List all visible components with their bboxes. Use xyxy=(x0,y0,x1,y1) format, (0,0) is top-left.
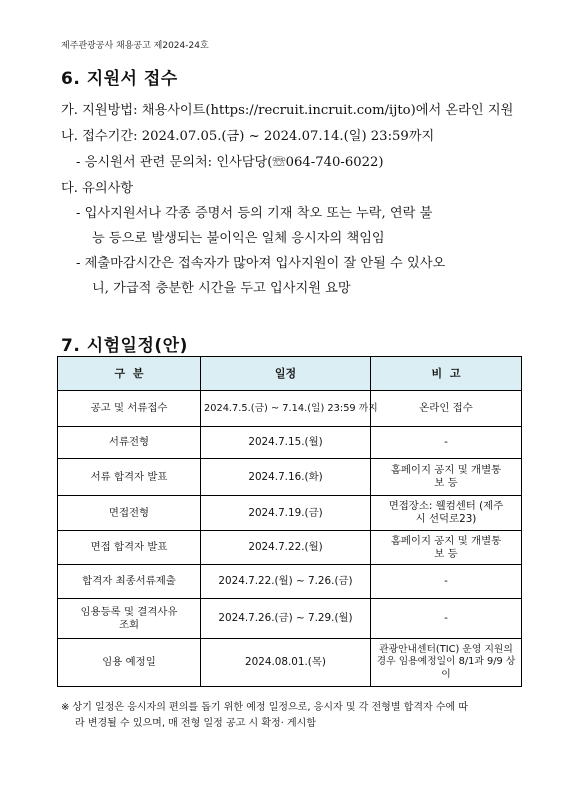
schedule-table xyxy=(57,356,522,687)
row-schedule: 2024.7.19.(금) xyxy=(201,496,371,531)
document-number: 제주관광공사 채용공고 제2024-24호 xyxy=(61,41,209,51)
table-row xyxy=(58,496,522,531)
row-remarks: - xyxy=(371,565,522,599)
row-category: 임용 예정일 xyxy=(58,639,201,687)
row-category: 면접전형 xyxy=(58,496,201,531)
row-category: 합격자 최종서류제출 xyxy=(58,565,201,599)
notes-item-1-line-2: 능 등으로 발생되는 불이익은 일체 응시자의 책임임 xyxy=(92,231,385,246)
header-remarks: 비 고 xyxy=(371,357,522,391)
table-header-row xyxy=(58,357,522,391)
row-remarks: 홈페이지 공지 및 개별통보 등 xyxy=(371,531,522,565)
section-6-title: 6. 지원서 접수 xyxy=(61,69,178,89)
table-row xyxy=(58,391,522,427)
header-schedule: 일정 xyxy=(201,357,371,391)
row-category: 임용등록 및 결격사유 조회 xyxy=(58,599,201,639)
table-row xyxy=(58,531,522,565)
row-category: 서류전형 xyxy=(58,427,201,459)
inquiry-line: - 응시원서 관련 문의처: 인사담당(☏064-740-6022) xyxy=(76,155,384,170)
row-schedule: 2024.7.26.(금) ~ 7.29.(월) xyxy=(201,599,371,639)
row-schedule: 2024.7.22.(월) ~ 7.26.(금) xyxy=(201,565,371,599)
row-schedule: 2024.7.15.(월) xyxy=(201,427,371,459)
notes-item-1-line-1: - 입사지원서나 각종 증명서 등의 기재 착오 또는 누락, 연락 불 xyxy=(76,206,433,221)
header-category: 구 분 xyxy=(58,357,201,391)
row-remarks: 온라인 접수 xyxy=(371,391,522,427)
table-row xyxy=(58,427,522,459)
notes-item-2-line-1: - 제출마감시간은 접속자가 많아져 입사지원이 잘 안될 수 있사오 xyxy=(76,256,446,271)
notes-heading-line: 다. 유의사항 xyxy=(61,181,134,196)
table-row xyxy=(58,639,522,687)
footnote-line-1: ※ 상기 일정은 응시자의 편의를 돕기 위한 예정 일정으로, 응시자 및 각 전형별 합격자 수에 따 xyxy=(61,702,468,713)
table-row xyxy=(58,599,522,639)
footnote-line-2: 라 변경될 수 있으며, 매 전형 일정 공고 시 확정· 게시함 xyxy=(75,718,317,729)
table-row xyxy=(58,459,522,496)
row-category: 공고 및 서류접수 xyxy=(58,391,201,427)
row-schedule: 2024.7.22.(월) xyxy=(201,531,371,565)
section-7-title: 7. 시험일정(안) xyxy=(61,336,188,356)
apply-method-line: 가. 지원방법: 채용사이트(https://recruit.incruit.com/ijto)에서 온라인 지원 xyxy=(61,103,514,118)
row-remarks: 관광안내센터(TIC) 운영 지원의 경우 임용예정일이 8/1과 9/9 상이 xyxy=(371,639,522,687)
row-category: 서류 합격자 발표 xyxy=(58,459,201,496)
notes-item-2-line-2: 니, 가급적 충분한 시간을 두고 입사지원 요망 xyxy=(92,281,351,296)
row-schedule: 2024.7.5.(금) ~ 7.14.(일) 23:59 까지 xyxy=(201,391,371,427)
row-remarks: - xyxy=(371,599,522,639)
row-remarks: 홈페이지 공지 및 개별통보 등 xyxy=(371,459,522,496)
table-row xyxy=(58,565,522,599)
row-remarks: - xyxy=(371,427,522,459)
row-schedule: 2024.7.16.(화) xyxy=(201,459,371,496)
row-remarks: 면접장소: 웰컴센터 (제주시 선덕로23) xyxy=(371,496,522,531)
row-schedule: 2024.08.01.(목) xyxy=(201,639,371,687)
row-category: 면접 합격자 발표 xyxy=(58,531,201,565)
apply-period-line: 나. 접수기간: 2024.07.05.(금) ~ 2024.07.14.(일) 23:59까지 xyxy=(61,129,435,144)
